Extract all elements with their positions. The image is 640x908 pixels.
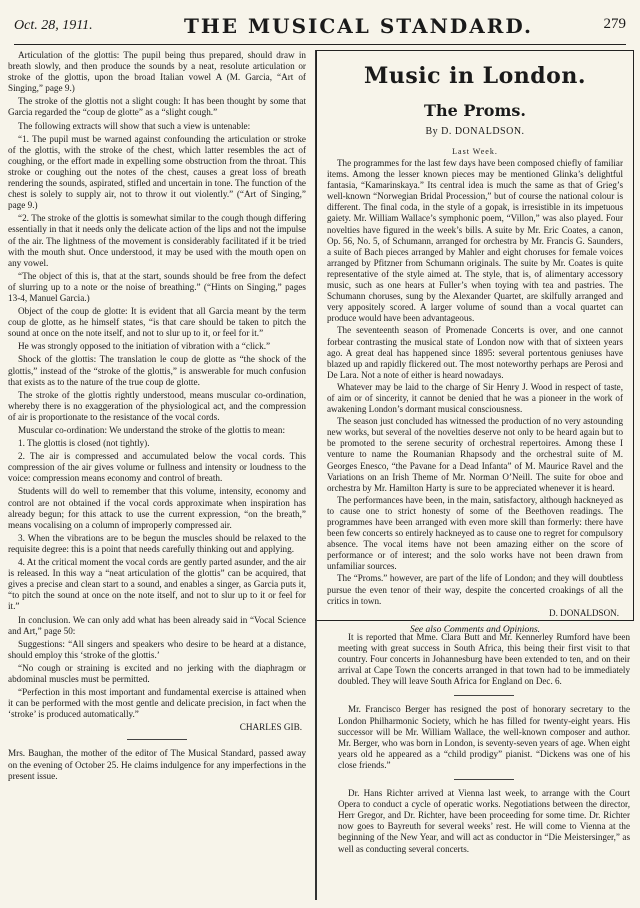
feature-paragraph: The programmes for the last few days have been composed chiefly of familiar items. Among the lesser known pieces may be mentioned Glinka’s delightful fantasia, “Kamarinskaya.” Its central idea is much the same as that of Grieg’s well-known “Norwegian Bridal Procession,” but of course the national colour is different. The final coda, in the style of a gopak, is irresistible in its impetuous gaiety. Mr. William Wallace’s symphonic poem, “Villon,” was also played. Four novelties have figured in the week’s bills. A suite by Mr. Eric Coates, a canon, Op. 56, No. 5, of Schumann, arranged for orchestra by Mr. Francis G. Saunders, a suite of Bach pieces arranged by Mahler and eight choruses for female voices arranged by Pfitzner from Schumann originals. The suite by Mr. Coates is quite representative of the style aimed at. The style, that is, of alimentary accessory music, such as one hears at Fuller’s when toying with tea and pastries. The Schumann choruses, sung by the Alexander Quartet, are skilfully arranged and very appositely scored. A larger volume of sound than a vocal quartet can produce would have been advantageous. xyxy=(327,158,623,324)
feature-body xyxy=(327,158,623,636)
feature-paragraph: The season just concluded has witnessed the production of no very astounding new works, but several of the novelties deserve not only to be heard again but to be promoted to the serene security of orchestral repertoires. Among these I venture to name the Roumanian Rhapsody and the orchestral suite of M. Georges Enesco, “the Pavane for a Dead Infanta” of M. Maurice Ravel and the Variations on an Irish Theme of Mr. Norman O’Neill. The suite for oboe and orchestra by Mr. Hamilton Harty is sure to be appreciated whenever it is heard. xyxy=(327,416,623,493)
feature-title: Music in London. xyxy=(363,63,586,89)
article-paragraph: Articulation of the glottis: The pupil being thus prepared, should draw in breath slowly, and then produce the sounds by a neat, resolute articulation or stroke of the glottis, upon the broad Italian vowel A (M. Garcia, “Art of Singing,” page 9.) xyxy=(8,50,306,94)
masthead-title: THE MUSICAL STANDARD. xyxy=(184,14,533,38)
article-paragraph: In conclusion. We can only add what has been already said in “Vocal Science and Art,” page 50: xyxy=(8,614,306,636)
news-notes xyxy=(338,632,630,863)
editor-notice: Mrs. Baughan, the mother of the editor of The Musical Standard, passed away on the evening of October 25. He claims indulgence for any imperfections in the present issue. xyxy=(8,748,306,781)
article-paragraph: 3. When the vibrations are to be begun the muscles should be relaxed to the requisite degree: this is a point that needs carefully thinking out and applying. xyxy=(8,532,306,554)
article-paragraph: “1. The pupil must be warned against confounding the articulation or stroke of the glottis, with the stroke of the chest, which latter resembles the act of coughing, or the effort made in expelling some obstruction from the throat. This stroke or coughing out the notes of the chest, causes a great loss of breath rendering the sounds, aspirated, stifled and uncertain in tone. The function of the chest is solely to supply air, not to throw it out violently.” (“Art of Singing,” page 9.) xyxy=(8,133,306,211)
news-item: Mr. Francisco Berger has resigned the post of honorary secretary to the London Philharmonic Society, which he has filled for twenty-eight years. His successor will be Mr. William Wallace, the well-known composer and author. Mr. Berger, who was born in London, is seventy-seven years of age. When eight years old he appeared as a “child prodigy” pianist. “Dickens was one of his close friends.” xyxy=(338,704,630,770)
page-number: 279 xyxy=(603,16,626,32)
see-also-note: See also Comments and Opinions. xyxy=(409,624,541,635)
feature-subtitle: The Proms. xyxy=(424,101,526,120)
page-header xyxy=(14,10,626,44)
article-paragraph: “Perfection in this most important and fundamental exercise is attained when it can be performed with the most gentle and delicate precision, in fact when the ‘stroke’ is produced automatically.” xyxy=(8,687,306,720)
feature-section-label: Last Week. xyxy=(452,147,498,156)
article-paragraph: “The object of this is, that at the start, sounds should be free from the defect of slurring up to a note or the noise of breathing.” (“Hints on Singing,” pages 13-4, Manuel Garcia.) xyxy=(8,270,306,303)
article-paragraph: “No cough or straining is excited and no jerking with the diaphragm or abdominal muscles must be permitted. xyxy=(8,662,306,684)
feature-paragraph: The “Proms.” however, are part of the life of London; and they will doubtless pursue the even tenor of their way, despite the concerted croakings of all the critics in town. xyxy=(327,573,623,606)
article-paragraph: Object of the coup de glotte: It is evident that all Garcia meant by the term coup de glotte, as he himself states, “is that care should be taken to pitch the sound at once on the note itself, and not to slur up to it, or feel for it.” xyxy=(8,306,306,339)
section-divider xyxy=(127,739,187,740)
feature-byline: By D. DONALDSON. xyxy=(425,126,525,137)
article-signature: CHARLES GIB. xyxy=(239,722,302,733)
article-paragraph: The stroke of the glottis rightly understood, means muscular co-ordination, whereby there is no exaggeration of the physiological act, and the compression of air is proportionate to the resistance of the vocal cords. xyxy=(8,389,306,422)
issue-date: Oct. 28, 1911. xyxy=(14,18,93,33)
feature-paragraph: The seventeenth season of Promenade Concerts is over, and one cannot forbear contrasting the musical state of London now with that of sixteen years ago. A great deal has happened since 1895: several portentous geniuses have blazed up and rapidly flickered out. The most noteworthy perhaps are Perosi and De Lara. Not a note of either is heard nowadays. xyxy=(327,325,623,380)
article-paragraph: The following extracts will show that such a view is untenable: xyxy=(18,120,251,131)
section-divider xyxy=(454,695,514,696)
article-paragraph: Students will do well to remember that this volume, intensity, economy and control are not obtained if the vocal cords approximate when inspiration has already begun; for this attack to use the current expression, “on the breath,” means vocalising on a column of improperly compressed air. xyxy=(8,486,306,530)
news-item: Dr. Hans Richter arrived at Vienna last week, to arrange with the Court Opera to conduct a cycle of operatic works. Negotiations between the director, Herr Gregor, and Dr. Richter, have been proceeding for some time. Dr. Richter now goes to Bayreuth for several weeks’ rest. He will come to Vienna at the beginning of the New Year, and will act as conductor in “Die Meistersinger,” as well as conducting several concerts. xyxy=(338,788,630,854)
feature-paragraph: The performances have been, in the main, satisfactory, although hackneyed as to cause one to strict honesty of some of the Beethoven readings. The programmes have been arranged with even more skill than formerly: there have been few concerts so entirely hackneyed as to cause one to regret for compulsory absence. The vocal items have not been amazing either on the score of performance or of interest; and the solo works have not been drawn from unfamiliar sources. xyxy=(327,494,623,572)
article-paragraph: 4. At the critical moment the vocal cords are gently parted asunder, and the air is released. In this way a “neat articulation of the glottis” can be acquired, that gives a precise and clean start to a sound, and enables a singer, as Garcia puts it, “to pitch the sound at once on the note itself, and not to slur up to it or feel for it.” xyxy=(8,557,306,612)
article-paragraph: Shock of the glottis: The translation le coup de glotte as “the shock of the glottis,” instead of the “stroke of the glottis,” is answerable for much confusion that exists as to the nature of the true coup de glotte. xyxy=(8,354,306,387)
news-item: It is reported that Mme. Clara Butt and Mr. Kennerley Rumford have been meeting with great success in South Africa, this being their first visit to that country. Four concerts in Johannesburg have been extended to ten, and on their arrival at Cape Town the concerts arranged in that town had to be immediately doubled. They will leave South Africa for England on Dec. 6. xyxy=(338,632,630,687)
feature-signature: D. DONALDSON. xyxy=(549,607,619,618)
article-paragraph: Muscular co-ordination: We understand the stroke of the glottis to mean: xyxy=(18,425,285,435)
left-column xyxy=(8,50,306,784)
article-paragraph: He was strongly opposed to the initiation of vibration with a “click.” xyxy=(18,341,271,352)
header-rule xyxy=(14,44,626,45)
article-paragraph: “2. The stroke of the glottis is somewhat similar to the cough though differing essentially in that it needs only the delicate action of the lips and not the impulse of the air. The lightness of the movement is considerably facilitated if it be tried with the mouth shut. Once understood, it may be used with the mouth open on any vowel. xyxy=(8,213,306,268)
article-paragraph: 2. The air is compressed and accumulated below the vocal cords. This compression of the air gives volume or fullness and intensity or loudness to the voice: compression means economy and control of breath. xyxy=(8,451,306,484)
music-in-london-feature xyxy=(316,50,634,635)
section-divider xyxy=(454,779,514,780)
feature-paragraph: Whatever may be laid to the charge of Sir Henry J. Wood in respect of taste, of aim or of sincerity, it cannot be denied that he was a pioneer in the work of awakening London’s dormant musical consciousness. xyxy=(327,381,623,415)
article-paragraph: Suggestions: “All singers and speakers who desire to be heard at a distance, should employ this ‘stroke of the glottis.’ xyxy=(8,638,306,660)
article-paragraph: 1. The glottis is closed (not tightly). xyxy=(18,438,150,449)
article-paragraph: The stroke of the glottis not a slight cough: It has been thought by some that Garcia regarded the “coup de glotte” as a “slight cough.” xyxy=(8,96,306,118)
